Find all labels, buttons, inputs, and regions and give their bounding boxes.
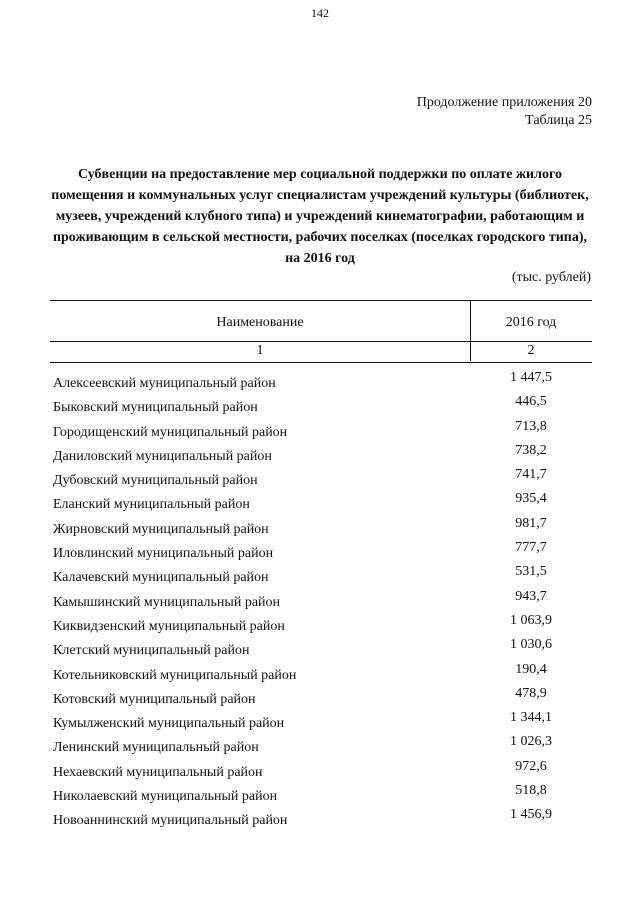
column-number-1: 1 (256, 343, 264, 358)
subsidy-amount: 1 344,1 (510, 710, 552, 726)
district-name: Алексеевский муниципальный район (53, 376, 276, 391)
subsidy-amount: 777,7 (515, 540, 547, 556)
district-name: Еланский муниципальный район (53, 497, 250, 513)
district-name: Городищенский муниципальный район (53, 424, 288, 440)
subsidy-table (50, 300, 592, 835)
table-row (50, 807, 592, 834)
subsidy-amount: 1 456,9 (510, 807, 552, 823)
table-label: Таблица 25 (525, 113, 592, 128)
district-name: Клетский муниципальный район (53, 643, 250, 659)
district-name: Дубовский муниципальный район (53, 473, 258, 489)
units-label: (тыс. рублей) (511, 270, 591, 285)
district-name: Котельниковский муниципальный район (53, 667, 297, 683)
district-name: Котовский муниципальный район (53, 691, 256, 707)
subsidy-amount: 446,5 (515, 394, 547, 410)
subsidy-amount: 972,6 (515, 758, 547, 774)
district-name: Николаевский муниципальный район (53, 789, 278, 805)
subsidy-amount: 935,4 (515, 491, 547, 507)
district-name: Новоаннинский муниципальный район (53, 813, 288, 829)
document-title: Субвенции на предоставление мер социальной поддержки по оплате жилого помещения и коммунальных услуг специалистам учреждений культуры (библиотек, музеев, учреждений клубного типа) и учреждений кинематографии, работающим и проживающим в сельской местности, рабочих поселках (поселках городского типа), на 2016 год (51, 167, 589, 266)
header-divider (50, 341, 592, 342)
subsidy-amount: 531,5 (515, 564, 547, 580)
subsidy-amount: 1 026,3 (510, 734, 552, 750)
subsidy-amount: 518,8 (515, 783, 547, 799)
district-name: Даниловский муниципальный район (53, 448, 272, 464)
subsidy-amount: 1 030,6 (510, 637, 552, 653)
subsidy-amount: 190,4 (515, 661, 547, 677)
district-name: Быковский муниципальный район (53, 400, 258, 416)
column-number-2: 2 (527, 343, 535, 358)
district-name: Иловлинский муниципальный район (53, 546, 274, 562)
appendix-header (417, 94, 592, 130)
subsidy-amount: 1 063,9 (510, 612, 552, 628)
district-name: Кумылженский муниципальный район (53, 716, 285, 732)
district-name: Киквидзенский муниципальный район (53, 618, 285, 634)
header-name: Наименование (216, 315, 304, 330)
district-name: Камышинский муниципальный район (53, 594, 281, 610)
subsidy-amount: 981,7 (515, 515, 547, 531)
subsidy-amount: 713,8 (515, 418, 547, 434)
district-name: Ленинский муниципальный район (53, 740, 259, 756)
table-header (50, 300, 592, 361)
header-year: 2016 год (505, 315, 557, 330)
subsidy-amount: 478,9 (515, 685, 547, 701)
district-name: Жирновский муниципальный район (53, 521, 269, 537)
subsidy-amount: 1 447,5 (510, 370, 552, 385)
subsidy-amount: 741,7 (515, 467, 547, 483)
page-number: 142 (311, 6, 329, 20)
appendix-line: Продолжение приложения 20 (416, 95, 592, 110)
district-name: Калачевский муниципальный район (53, 570, 269, 586)
subsidy-amount: 943,7 (515, 588, 547, 604)
table-body (50, 362, 592, 835)
subsidy-amount: 738,2 (515, 442, 547, 458)
district-name: Нехаевский муниципальный район (53, 764, 263, 780)
